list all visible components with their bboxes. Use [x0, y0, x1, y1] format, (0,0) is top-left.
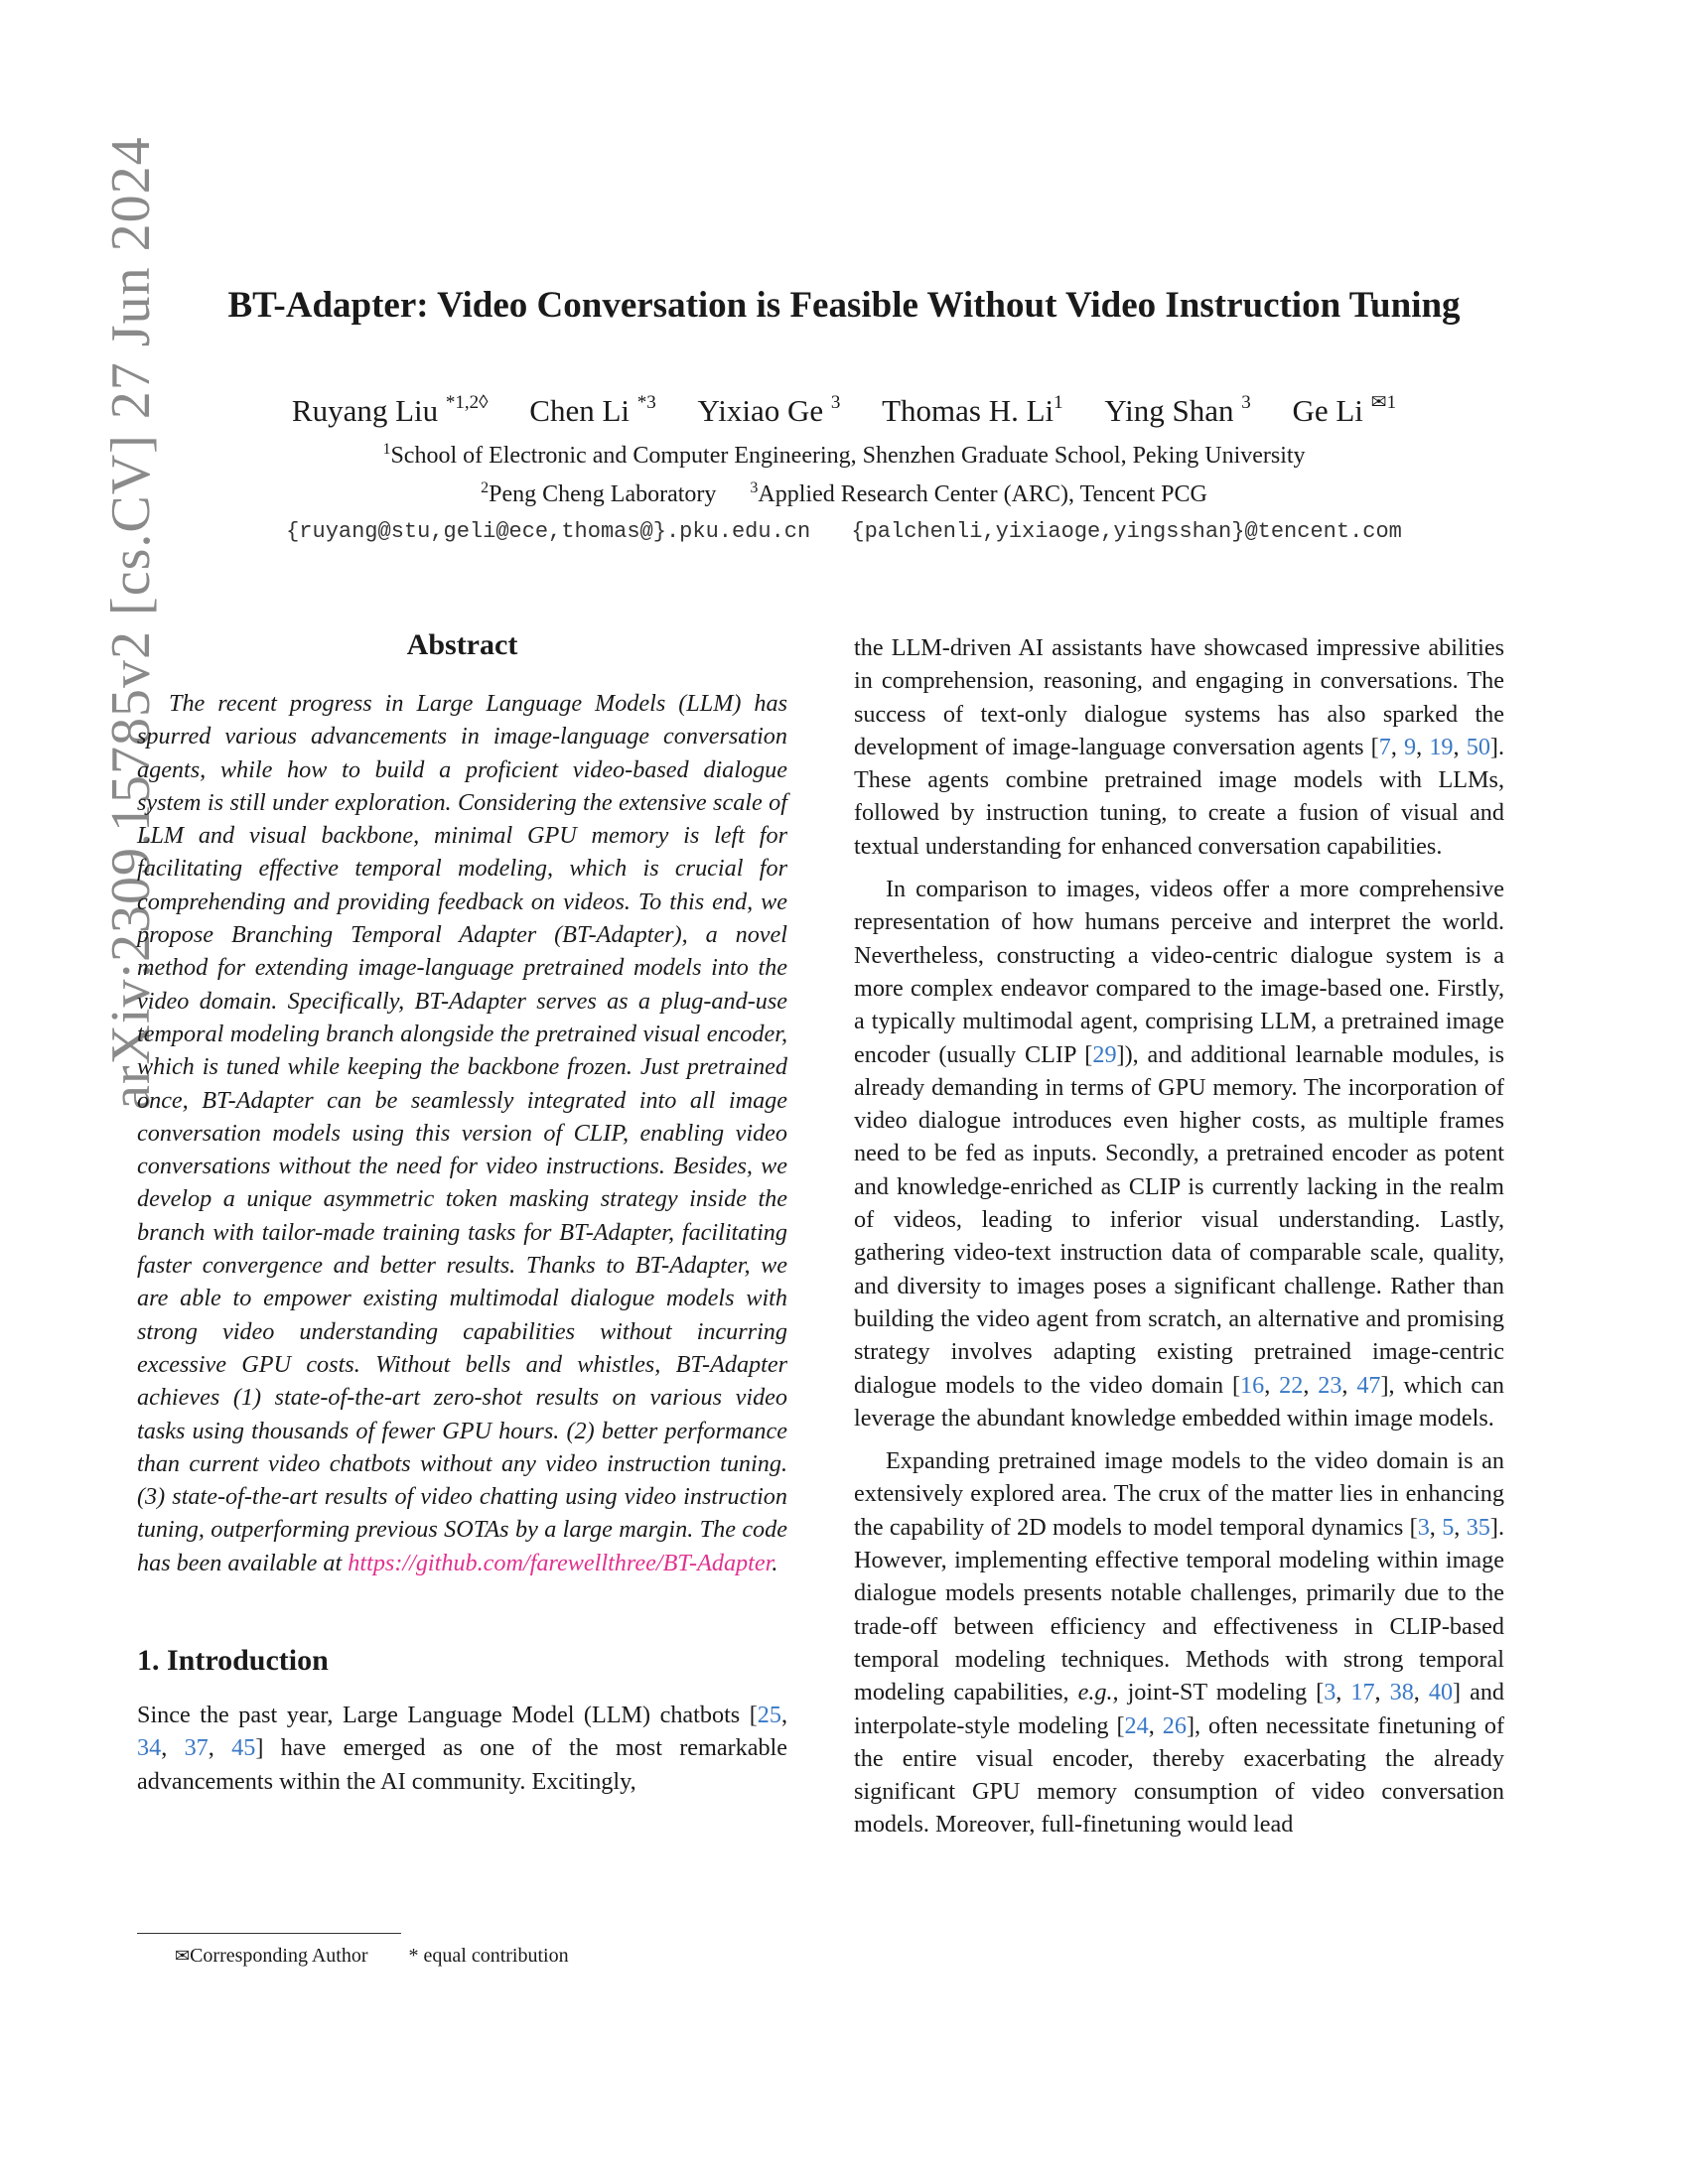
footnote-corresponding: ✉Corresponding Author	[175, 1945, 368, 1967]
left-column	[137, 625, 787, 1798]
footnotes	[175, 1942, 605, 1971]
citation-link[interactable]: 26	[1162, 1711, 1187, 1739]
citation-link[interactable]: 7	[1378, 733, 1391, 760]
citation-link[interactable]: 3	[1324, 1679, 1336, 1706]
email-tencent: {palchenli,yixiaoge,yingsshan}@tencent.com	[851, 519, 1402, 544]
footnote-divider	[137, 1933, 401, 1934]
citation-link[interactable]: 19	[1429, 733, 1454, 760]
citation-link[interactable]: 38	[1389, 1679, 1414, 1706]
citation-link[interactable]: 17	[1350, 1679, 1375, 1706]
citation-link[interactable]: 23	[1318, 1371, 1342, 1399]
author-name: Ruyang Liu $^{*1,2◊}$	[291, 392, 489, 428]
abstract-heading: Abstract	[406, 628, 518, 661]
citation-link[interactable]: 40	[1428, 1679, 1454, 1706]
envelope-icon: ✉	[175, 1946, 191, 1967]
citation-link[interactable]: 35	[1466, 1513, 1490, 1541]
citation-link[interactable]: 29	[1092, 1040, 1117, 1068]
email-pku: {ruyang@stu,geli@ece,thomas@}.pku.edu.cn	[286, 519, 811, 544]
citation-link[interactable]: 50	[1466, 733, 1490, 760]
intro-paragraph-1-continued: the LLM-driven AI assistants have showcased impressive abilities in comprehension, reasoning, and engaging in conversations. The success of text-only dialogue systems has also sparked the development of image-language conversation agents [7, 9, 19, 50]. These agents combine pretrained image models with LLMs, followed by instruction tuning, to create a fusion of visual and textual understanding for enhanced conversation capabilities.	[854, 634, 1505, 860]
citation-link[interactable]: 24	[1124, 1711, 1149, 1739]
author-name: Ying Shan $^3$	[1104, 392, 1251, 428]
author-emails	[0, 517, 1688, 547]
affiliation-1: $^1$School of Electronic and Computer Engineering, Shenzhen Graduate School, Peking University	[382, 441, 1306, 469]
citation-link[interactable]: 45	[231, 1734, 256, 1762]
citation-link[interactable]: 37	[184, 1734, 209, 1762]
affiliations-2-3	[0, 479, 1688, 509]
arxiv-identifier-stamp: arXiv:2309.15785v2 [cs.CV] 27 Jun 2024	[100, 136, 162, 1110]
author-name: Ge Li $^{✉1}$	[1292, 392, 1397, 428]
author-name: Thomas H. Li$^1$	[882, 392, 1063, 428]
citation-link[interactable]: 22	[1279, 1371, 1304, 1399]
footnote-equal-contribution: * equal contribution	[408, 1945, 569, 1967]
intro-paragraph-2: In comparison to images, videos offer a more comprehensive representation of how humans perceive and interpret the world. Nevertheless, constructing a video-centric dialogue system is a more complex endeavor compared to the image-based one. Firstly, a typically multimodal agent, comprising LLM, a pretrained image encoder (usually CLIP [29]), and additional learnable modules, is already demanding in terms of GPU memory. The incorporation of video dialogue introduces even higher costs, as multiple frames need to be fed as inputs. Secondly, a pretrained encoder as potent and knowledge-enriched as CLIP is currently lacking in the realm of videos, leading to inferior visual understanding. Lastly, gathering video-text instruction data of comparable scale, quality, and diversity to images poses a significant challenge. Rather than building the video agent from scratch, an alternative and promising strategy involves adapting existing pretrained image-centric dialogue models to the video domain [16, 22, 23, 47], which can leverage the abundant knowledge embedded within image models.	[854, 876, 1504, 1432]
introduction-heading: 1. Introduction	[137, 1644, 329, 1678]
author-name: Yixiao Ge $^3$	[697, 392, 841, 428]
right-column	[854, 631, 1504, 1842]
author-list	[0, 391, 1688, 431]
citation-link[interactable]: 9	[1404, 733, 1417, 760]
citation-link[interactable]: 34	[137, 1734, 162, 1762]
intro-paragraph-1: Since the past year, Large Language Model (LLM) chatbots [25, 34, 37, 45] have emerged as one of the most remarkable advancements within the AI community. Excitingly,	[137, 1702, 788, 1795]
abstract-text: The recent progress in Large Language Models (LLM) has spurred various advancements in image-language conversation agents, while how to build a proficient video-based dialogue system is still under exploration. Considering the extensive scale of LLM and visual backbone, minimal GPU memory is left for facilitating effective temporal modeling, which is crucial for comprehending and providing feedback on videos. To this end, we propose Branching Temporal Adapter (BT-Adapter), a novel method for extending image-language pretrained models into the video domain. Specifically, BT-Adapter serves as a plug-and-use temporal modeling branch alongside the pretrained visual encoder, which is tuned while keeping the backbone frozen. Just pretrained once, BT-Adapter can be seamlessly integrated into all image conversation models using this version of CLIP, enabling video conversations without the need for video instructions. Besides, we develop a unique asymmetric token masking strategy inside the branch with tailor-made training tasks for BT-Adapter, facilitating faster convergence and better results. Thanks to BT-Adapter, we are able to empower existing multimodal dialogue models with strong video understanding capabilities without incurring excessive GPU costs. Without bells and whistles, BT-Adapter achieves (1) state-of-the-art zero-shot results on various video tasks using thousands of fewer GPU hours. (2) better performance than current video chatbots without any video instruction tuning. (3) state-of-the-art results of video chatting using video instruction tuning, outperforming previous SOTAs by a large margin. The code has been available at https://github.com/farewellthree/BT-Adapter.	[137, 690, 787, 1576]
affiliation-3: $^3$Applied Research Center (ARC), Tencent PCG	[750, 479, 1207, 507]
affiliation-2: $^2$Peng Cheng Laboratory	[481, 479, 717, 507]
citation-link[interactable]: 3	[1417, 1513, 1430, 1541]
author-name: Chen Li $^{*3}$	[529, 392, 656, 428]
intro-paragraph-3: Expanding pretrained image models to the video domain is an extensively explored area. The crux of the matter lies in enhancing the capability of 2D models to model temporal dynamics [3, 5, 35]. However, implementing effective temporal modeling within image dialogue models presents notable challenges, primarily due to the trade-off between efficiency and effectiveness in CLIP-based temporal modeling techniques. Methods with strong temporal modeling capabilities, e.g., joint-ST modeling [3, 17, 38, 40] and interpolate-style modeling [24, 26], often necessitate finetuning of the entire visual encoder, thereby exacerbating the already significant GPU memory consumption of video conversation models. Moreover, full-finetuning would lead	[854, 1447, 1505, 1839]
code-link[interactable]: https://github.com/farewellthree/BT-Adapter	[348, 1549, 773, 1576]
citation-link[interactable]: 16	[1240, 1371, 1265, 1399]
paper-title: BT-Adapter: Video Conversation is Feasible Without Video Instruction Tuning	[227, 285, 1461, 326]
citation-link[interactable]: 25	[757, 1702, 781, 1729]
citation-link[interactable]: 5	[1442, 1513, 1455, 1541]
citation-link[interactable]: 47	[1356, 1371, 1381, 1399]
